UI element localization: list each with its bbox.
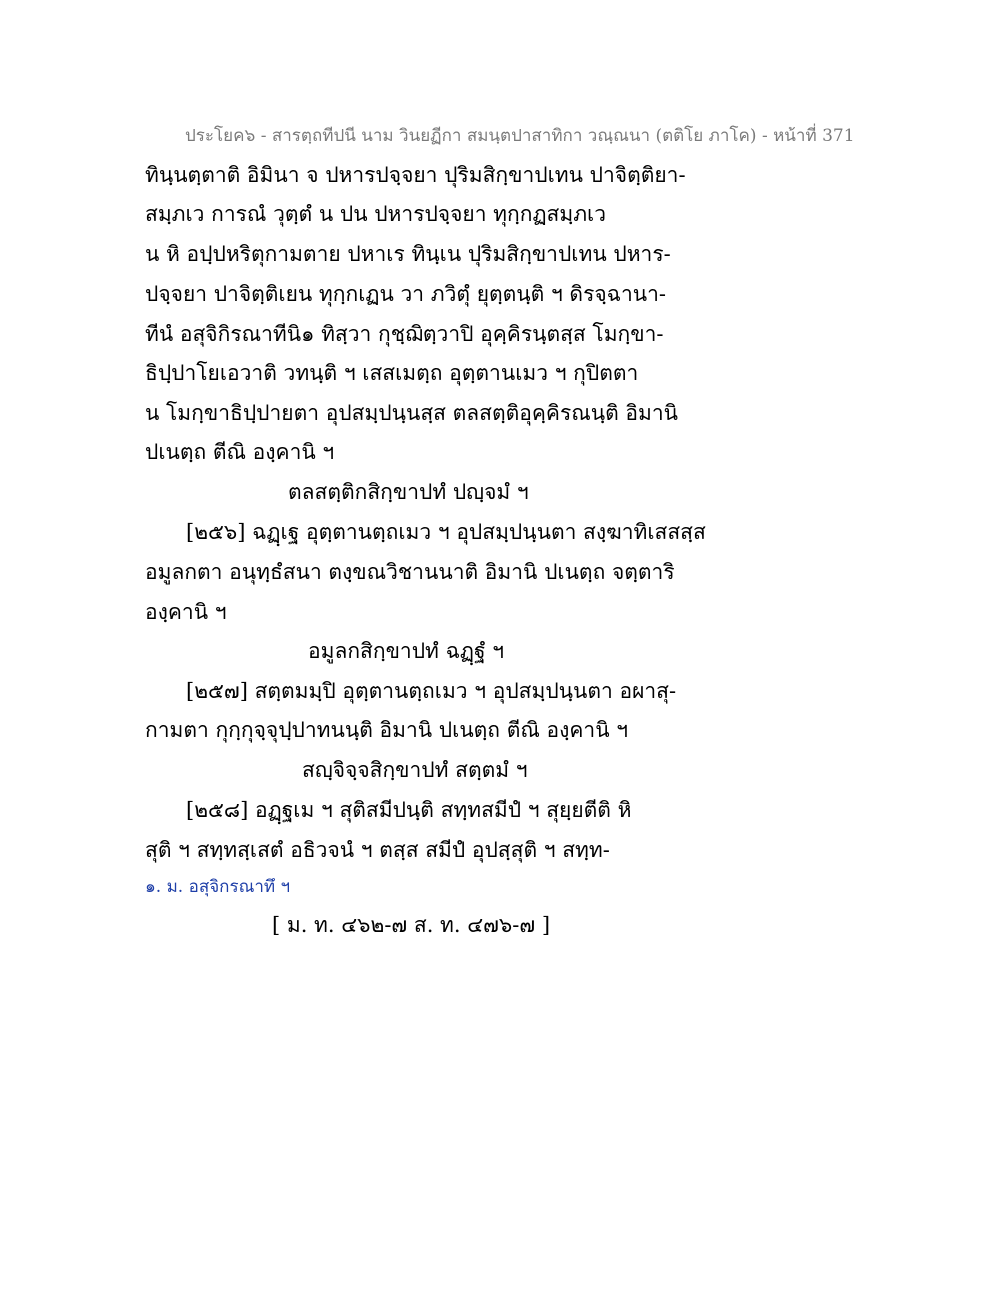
paragraph-line: องฺคานิ ฯ [145,600,227,624]
paragraph-line: อมูลกตา อนุทฺธํสนา ตงฺขณวิชานนาติ อิมานิ ปเนตฺถ จตฺตาริ [145,560,675,584]
running-header: ประโยค๖ - สารตฺถทีปนี นาม วินยฏีกา สมนฺตปาสาทิกา วณฺณนา (ตติโย ภาโค) - หน้าที่ 371 [185,126,855,146]
body-line: น โมกฺขาธิปฺปายตา อุปสมฺปนฺนสฺส ตลสตฺติอุคฺคิรณนฺติ อิมานิ [145,401,678,425]
body-line: สมฺภเว การณํ วุตฺตํ น ปน ปหารปจฺจยา ทุกฺกฏสมฺภเว [145,202,607,226]
paragraph-line: [๒๕๖] ฉฏฺเฐ อุตฺตานตฺถเมว ฯ อุปสมฺปนฺนตา สงฺฆาทิเสสสฺส [186,520,706,544]
paragraph-line: สุติ ฯ สทฺทสฺเสตํ อธิวจนํ ฯ ตสฺส สมีปํ อุปสฺสุติ ฯ สทฺท- [145,838,610,862]
body-line: ทีนํ อสุจิกิรณาทีนิ๑ ทิสฺวา กุชฺฌิตฺวาปิ อุคฺคิรนฺตสฺส โมกฺขา- [145,322,664,346]
reference-line: [ ม. ท. ๔๖๒-๗ ส. ท. ๔๗๖-๗ ] [272,913,551,937]
section-heading: อมูลกสิกฺขาปทํ ฉฏฺฐํ ฯ [308,639,505,663]
body-line: ทินฺนตฺตาติ อิมินา จ ปหารปจฺจยา ปุริมสิกฺขาปเทน ปาจิตฺติยา- [145,163,686,187]
body-line: ปเนตฺถ ตีณิ องฺคานิ ฯ [145,440,335,464]
paragraph-line: กามตา กุกฺกุจฺจุปฺปาทนนฺติ อิมานิ ปเนตฺถ ตีณิ องฺคานิ ฯ [145,718,629,742]
section-heading: สญฺจิจฺจสิกฺขาปทํ สตฺตมํ ฯ [302,758,528,782]
body-line: ปจฺจยา ปาจิตฺติเยน ทุกฺกเฏน วา ภวิตุํ ยุตฺตนฺติ ฯ ดิรจฺฉานา- [145,282,666,306]
body-line: น หิ อปฺปหริตุกามตาย ปหาเร ทินฺเน ปุริมสิกฺขาปเทน ปหาร- [145,242,671,266]
section-heading: ตลสตฺติกสิกฺขาปทํ ปญฺจมํ ฯ [288,480,529,504]
footnote: ๑. ม. อสุจิกรณาทึ ฯ [145,877,291,897]
body-line: ธิปฺปาโยเอวาติ วทนฺติ ฯ เสสเมตฺถ อุตฺตานเมว ฯ กุปิตตา [145,361,639,385]
paragraph-line: [๒๕๘] อฏฺฐเม ฯ สุติสมีปนฺติ สทฺทสมีปํ ฯ สุยฺยตีติ หิ [186,798,632,822]
paragraph-line: [๒๕๗] สตฺตมมฺปิ อุตฺตานตฺถเมว ฯ อุปสมฺปนฺนตา อผาสุ- [186,679,677,703]
